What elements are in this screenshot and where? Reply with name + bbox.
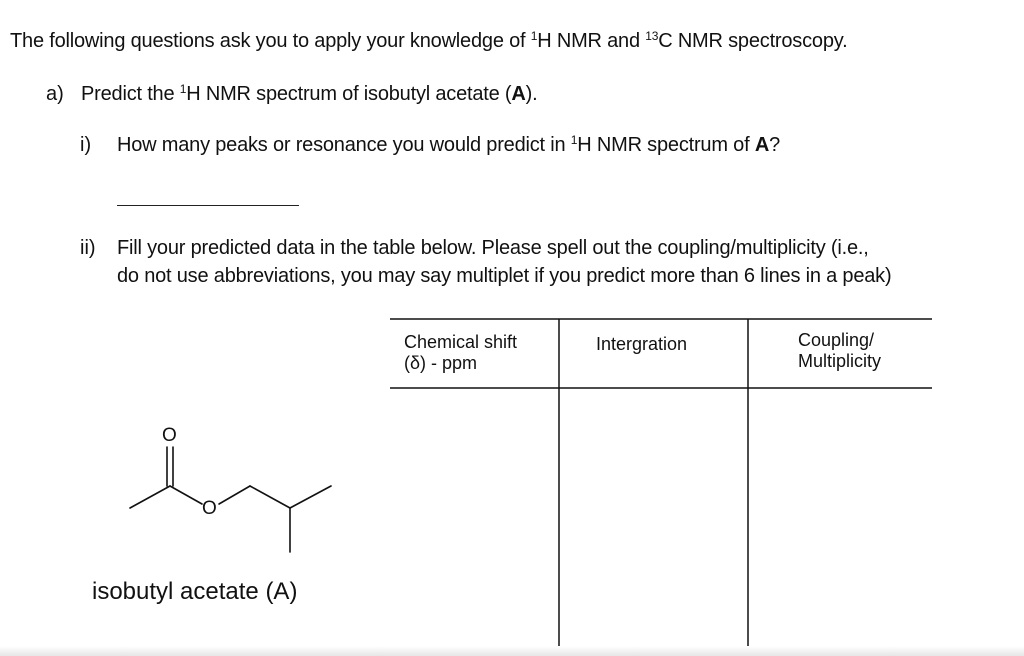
part-i-text: How many peaks or resonance you would predict in $^1$H NMR spectrum of A?: [117, 133, 780, 156]
header-chemical-shift: Chemical shift (δ) - ppm: [404, 332, 518, 373]
part-ii-label: ii): [80, 237, 96, 259]
bond-ch2-ch: [250, 486, 290, 508]
part-i-label: i): [80, 134, 92, 156]
bond-ch-methyl-up: [290, 486, 331, 508]
part-a-label: a): [46, 83, 64, 105]
bond-ester-o-ch2: [219, 486, 250, 504]
header-coupling-multiplicity: Coupling/ Multiplicity: [798, 330, 882, 371]
structure-caption: isobutyl acetate (A): [92, 578, 298, 605]
bond-methyl-carbonyl: [130, 486, 170, 508]
intro-text: The following questions ask you to apply your knowledge of $^1$H NMR and $^{13}$C NMR spectroscopy.: [10, 29, 848, 52]
atom-ester-oxygen: O: [202, 498, 217, 519]
part-a-text: Predict the $^1$H NMR spectrum of isobutyl acetate (A).: [81, 82, 538, 105]
part-ii-line1: Fill your predicted data in the table below. Please spell out the coupling/multiplicity (i.e.,: [117, 237, 869, 259]
header-integration: Intergration: [596, 334, 688, 354]
atom-carbonyl-oxygen: O: [162, 425, 177, 446]
part-ii-line2: do not use abbreviations, you may say multiplet if you predict more than 6 lines in a peak): [117, 265, 892, 287]
page-bottom-edge: [0, 646, 1024, 656]
bond-carbonyl-ester-o: [170, 486, 202, 504]
